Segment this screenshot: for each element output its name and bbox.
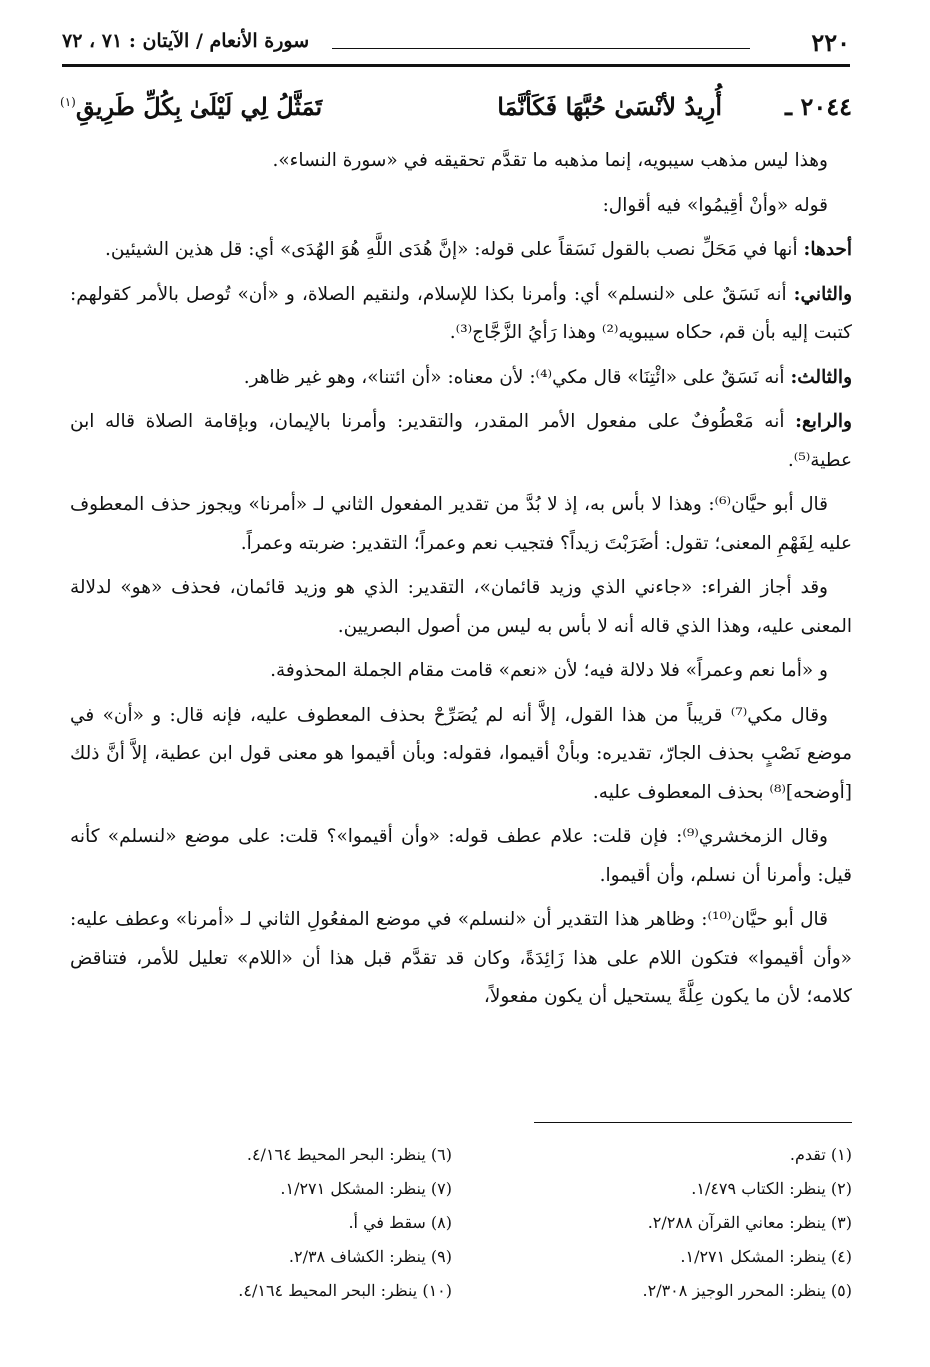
paragraph-lead: أحدها: — [803, 239, 852, 260]
page-number: ٢٢٠ — [811, 28, 850, 57]
paragraph — [70, 231, 852, 270]
paragraph-text: أنه مَعْطُوفٌ على مفعول الأمر المقدر، والتقدير: وأمرنا بالإيمان، وبإقامة الصلاة قاله ابن عطية⁽⁵⁾. — [70, 411, 852, 471]
verse-hemistich-2: تَمَثَّلُ لِي لَيْلَىٰ بِكُلِّ طَرِيقِ$^{(١)}$ — [60, 92, 323, 121]
footnote: (١٠) ينظر: البحر المحيط ٤/١٦٤. — [238, 1281, 452, 1300]
footnote: (٤) ينظر: المشكل ١/٢٧١. — [680, 1247, 852, 1266]
paragraph-text: أنها في مَحَلِّ نصب بالقول نَسَقاً على قوله: «إنَّ هُدَى اللَّهِ هُوَ الهُدَى» أي: قل هذين الشيئين. — [105, 239, 804, 260]
paragraph-text: وقال الزمخشري⁽⁹⁾: فإن قلت: علام عطف قوله: «وأن أقيموا»؟ قلت: على موضع «لنسلم» كأنه قيل: وأمرنا أن نسلم، وأن أقيموا. — [70, 826, 852, 886]
paragraph-lead: والثالث: — [790, 366, 852, 388]
header-rule — [332, 48, 750, 49]
paragraph-text: وقد أجاز الفراء: «جاءني الذي وزيد قائمان»، التقدير: الذي هو وزيد قائمان، فحذف «هو» لدلالة المعنى عليه، وهذا الذي قاله أنه لا بأس به ليس من أصول البصريين. — [70, 577, 852, 637]
body-text — [70, 142, 852, 1023]
paragraph-text: قال أبو حيَّان⁽¹⁰⁾: وظاهر هذا التقدير أن «لنسلم» في موضع المفعُولِ الثاني لـ «أمرنا» وعطف عليه: «وأن أقيموا» فتكون اللام على هذا زَائِدَةً، وكان قد تقدَّم قبل هذا أن «اللام» تعليل للأمر، فتناقض كلامه؛ لأن ما يكون عِلَّةً يستحيل أن يكون مفعولاً، — [70, 909, 852, 1007]
running-title: سورة الأنعام / الآيتان : ٧١ ، ٧٢ — [62, 30, 310, 52]
footnotes-column-right — [552, 1138, 852, 1308]
paragraph — [70, 187, 852, 226]
footnote: (١) تقدم. — [789, 1145, 852, 1164]
paragraph — [70, 569, 852, 646]
paragraph — [70, 142, 852, 181]
paragraph-text: أنه نَسَقٌ على «ائْتِنَا» قال مكي⁽⁴⁾: لأن معناه: «أن ائتنا»، وهو غير ظاهر. — [243, 366, 791, 388]
paragraph — [70, 818, 852, 895]
footnote-mark: (١) — [60, 95, 76, 109]
paragraph-text: أنه نَسَقٌ على «لنسلم» أي: وأمرنا بكذا للإسلام، ولنقيم الصلاة، و «أن» تُوصل بالأمر كقولهم: كتبت إليه بأن قم، حكاه سيبويه⁽²⁾ وهذا رَأيُ الزَّجَّاج⁽³⁾. — [70, 283, 852, 343]
paragraph-text: قال أبو حيَّان⁽⁶⁾: وهذا لا بأس به، إذ لا بُدَّ من تقدير المفعول الثاني لـ «أمرنا» ويجوز حذف المعطوف عليه لِفَهْمِ المعنى؛ تقول: أضَرَبْتَ زيداً؟ فتجيب نعم وعمراً؛ التقدير: ضربته وعمراً. — [70, 494, 852, 554]
page-header — [62, 28, 850, 67]
paragraph-text: قوله «وأنْ أقِيمُوا» فيه أقوال: — [602, 194, 828, 216]
footnote: (٢) ينظر: الكتاب ١/٤٧٩. — [691, 1179, 852, 1198]
paragraph-text: و «أما نعم وعمراً» فلا دلالة فيه؛ لأن «نعم» قامت مقام الجملة المحذوفة. — [270, 660, 828, 681]
poetry-verse — [60, 88, 852, 132]
footnote: (٦) ينظر: البحر المحيط ٤/١٦٤. — [246, 1145, 452, 1164]
footnote: (٧) ينظر: المشكل ١/٢٧١. — [280, 1179, 452, 1198]
paragraph — [70, 276, 852, 353]
verse-hemistich-1: أُرِيدُ لأنْسَىٰ حُبَّهَا فَكَأنَّمَا — [497, 92, 722, 121]
paragraph — [70, 652, 852, 691]
paragraph — [70, 403, 852, 480]
footnote: (٥) ينظر: المحرر الوجيز ٢/٣٠٨. — [642, 1281, 852, 1300]
footnote: (٩) ينظر: الكشاف ٢/٣٨. — [288, 1247, 452, 1266]
verse-number: ٢٠٤٤ ـ — [785, 92, 852, 121]
footnotes-column-left — [152, 1138, 452, 1308]
paragraph — [70, 486, 852, 563]
paragraph-lead: والثاني: — [793, 283, 852, 305]
paragraph — [70, 697, 852, 813]
paragraph — [70, 901, 852, 1017]
paragraph-lead: والرابع: — [795, 411, 852, 432]
footnote: (٣) ينظر: معاني القرآن ٢/٢٨٨. — [647, 1213, 852, 1232]
footnote: (٨) سقط في أ. — [348, 1213, 452, 1232]
paragraph — [70, 359, 852, 398]
paragraph-text: وهذا ليس مذهب سيبويه، إنما مذهبه ما تقدَّم تحقيقه في «سورة النساء». — [272, 150, 828, 171]
footnote-rule — [534, 1122, 852, 1123]
paragraph-text: وقال مكي⁽⁷⁾ قريباً من هذا القول، إلاَّ أنه لم يُصَرِّحْ بحذف المعطوف عليه، فإنه قال: و «أن» في موضع نَصْبٍ بحذف الجارّ، تقديره: وبأنْ أقيموا، فقوله: وبأن أقيموا هو معنى قول ابن عطية، إلاَّ أنَّ ذلك [أوضحه]⁽⁸⁾ بحذف المعطوف عليه. — [70, 704, 852, 803]
